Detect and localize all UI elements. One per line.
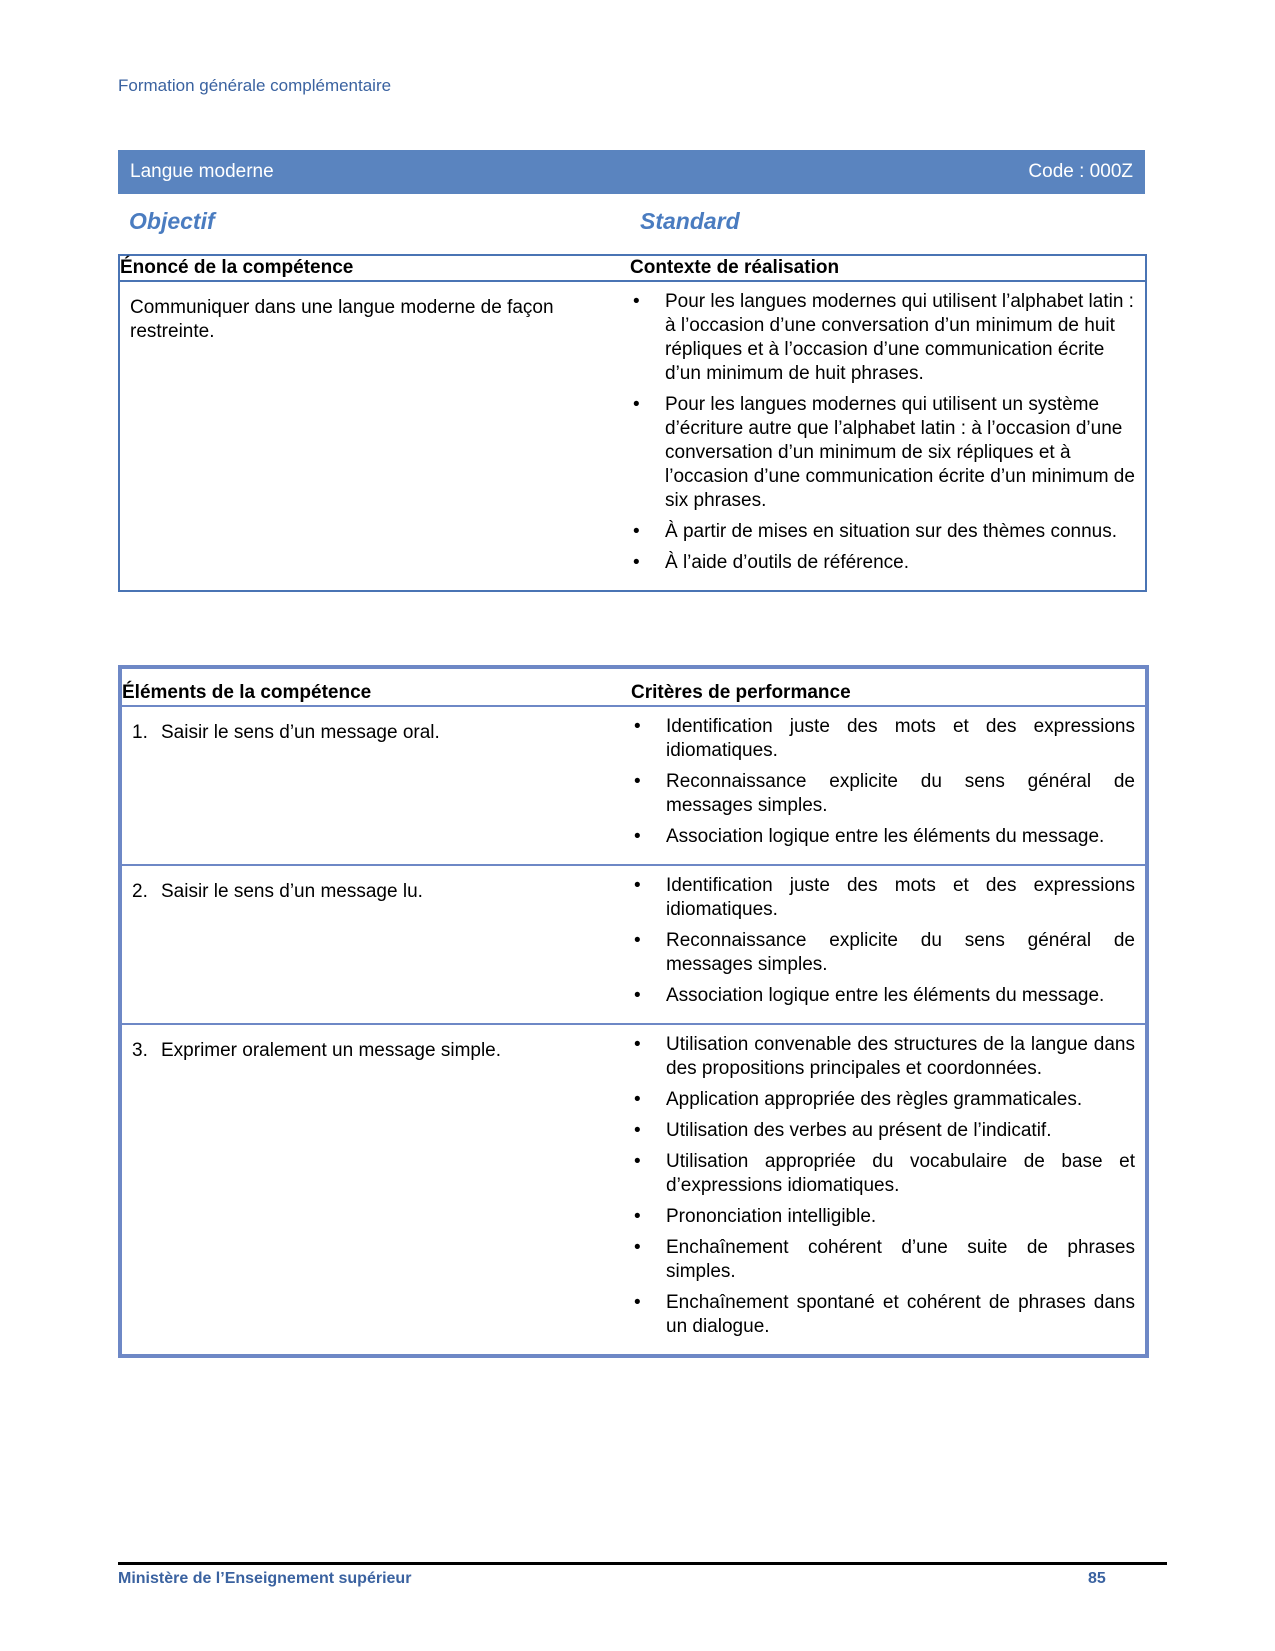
- context-list: [630, 290, 1135, 575]
- standard-heading: Standard: [640, 208, 740, 234]
- element-item: [132, 1039, 621, 1063]
- elements-header-row: [120, 667, 1147, 706]
- criterion-item: [631, 1088, 1135, 1112]
- criteria-cell: [631, 706, 1147, 865]
- title-bar: [118, 150, 1145, 194]
- criterion-item: [631, 874, 1135, 922]
- criterion-item: [631, 1205, 1135, 1229]
- criteria-cell: [631, 1024, 1147, 1356]
- criterion-item: [631, 770, 1135, 818]
- bullet-icon: •: [634, 771, 641, 792]
- course-name: Langue moderne: [130, 161, 274, 182]
- bullet-icon: •: [634, 1206, 641, 1227]
- bullet-icon: •: [634, 1292, 641, 1313]
- bullet-icon: •: [634, 1237, 641, 1258]
- bullet-icon: •: [634, 716, 641, 737]
- criterion-item: [631, 1291, 1135, 1339]
- table-row: [120, 706, 1147, 865]
- competence-table: [118, 254, 1147, 592]
- bullet-icon: •: [634, 1089, 641, 1110]
- criterion-item: [631, 1119, 1135, 1143]
- criteria-cell: [631, 865, 1147, 1024]
- bullet-icon: •: [633, 552, 640, 573]
- bullet-icon: •: [633, 291, 640, 312]
- context-item-text: À l’aide d’outils de référence.: [665, 552, 909, 573]
- elements-header: Éléments de la compétence: [120, 667, 631, 706]
- bullet-icon: •: [634, 826, 641, 847]
- bullet-icon: •: [634, 875, 641, 896]
- context-item-text: Pour les langues modernes qui utilisent l’alphabet latin : à l’occasion d’une conversation d’un minimum de huit répliques et à l’occasion d’une communication écrite d’un minimum de huit phrases.: [665, 291, 1134, 384]
- context-item: [630, 551, 1135, 575]
- element-text: Exprimer oralement un message simple.: [161, 1040, 502, 1061]
- element-item: [132, 721, 621, 745]
- bullet-icon: •: [634, 985, 641, 1006]
- objectif-heading: Objectif: [129, 208, 215, 234]
- criterion-item: [631, 929, 1135, 977]
- criterion-item: [631, 984, 1135, 1008]
- bullet-icon: •: [633, 394, 640, 415]
- bullet-icon: •: [633, 521, 640, 542]
- criterion-item: [631, 715, 1135, 763]
- criteria-header: Critères de performance: [631, 667, 1147, 706]
- criterion-item-text: Application appropriée des règles grammaticales.: [666, 1089, 1083, 1110]
- element-text: Saisir le sens d’un message lu.: [161, 881, 423, 902]
- competence-statement: Communiquer dans une langue moderne de façon restreinte.: [130, 297, 554, 342]
- criterion-item-text: Enchaînement spontané et cohérent de phrases dans un dialogue.: [666, 1292, 1135, 1337]
- running-header: Formation générale complémentaire: [118, 76, 392, 95]
- criterion-item-text: Prononciation intelligible.: [666, 1206, 877, 1227]
- criterion-item-text: Identification juste des mots et des expressions idiomatiques.: [666, 875, 1135, 920]
- criterion-item-text: Association logique entre les éléments du message.: [666, 985, 1105, 1006]
- table-row: [120, 865, 1147, 1024]
- criterion-item-text: Association logique entre les éléments du message.: [666, 826, 1105, 847]
- criterion-item: [631, 1150, 1135, 1198]
- criterion-item-text: Reconnaissance explicite du sens général de messages simples.: [666, 930, 1135, 975]
- bullet-icon: •: [634, 1120, 641, 1141]
- element-item: [132, 880, 621, 904]
- criteria-list: [631, 715, 1135, 849]
- elements-body: [120, 706, 1147, 1356]
- bullet-icon: •: [634, 930, 641, 951]
- section-subheads: [118, 208, 1145, 240]
- criterion-item: [631, 1236, 1135, 1284]
- element-number: 1.: [132, 722, 148, 743]
- criterion-item-text: Identification juste des mots et des expressions idiomatiques.: [666, 716, 1135, 761]
- elements-table: [118, 665, 1149, 1358]
- table-row: [120, 1024, 1147, 1356]
- element-cell: [120, 1024, 631, 1356]
- criterion-item-text: Utilisation convenable des structures de la langue dans des propositions principales et coordonnées.: [666, 1034, 1135, 1079]
- bullet-icon: •: [634, 1034, 641, 1055]
- element-cell: [120, 706, 631, 865]
- element-number: 3.: [132, 1040, 148, 1061]
- bullet-icon: •: [634, 1151, 641, 1172]
- footer-rule: [118, 1562, 1167, 1565]
- context-item: [630, 290, 1135, 386]
- enonce-header: Énoncé de la compétence: [119, 255, 630, 281]
- context-item-text: Pour les langues modernes qui utilisent un système d’écriture autre que l’alphabet latin : à l’occasion d’une conversation d’un minimum de six répliques et à l’occasion d’une communication écrite d’un minimum de six phrases.: [665, 394, 1135, 511]
- criterion-item-text: Utilisation des verbes au présent de l’indicatif.: [666, 1120, 1052, 1141]
- context-item-text: À partir de mises en situation sur des thèmes connus.: [665, 521, 1118, 542]
- criterion-item: [631, 1033, 1135, 1081]
- context-item: [630, 393, 1135, 513]
- context-item: [630, 520, 1135, 544]
- criterion-item-text: Utilisation appropriée du vocabulaire de base et d’expressions idiomatiques.: [666, 1151, 1135, 1196]
- context-cell: [630, 281, 1146, 591]
- element-number: 2.: [132, 881, 148, 902]
- element-text: Saisir le sens d’un message oral.: [161, 722, 440, 743]
- footer-ministry: Ministère de l’Enseignement supérieur: [118, 1570, 412, 1587]
- contexte-header: Contexte de réalisation: [630, 255, 1146, 281]
- element-cell: [120, 865, 631, 1024]
- course-code: Code : 000Z: [1028, 161, 1133, 182]
- criteria-list: [631, 874, 1135, 1008]
- criterion-item-text: Enchaînement cohérent d’une suite de phrases simples.: [666, 1237, 1135, 1282]
- criterion-item-text: Reconnaissance explicite du sens général de messages simples.: [666, 771, 1135, 816]
- page-number: 85: [1088, 1570, 1106, 1587]
- criteria-list: [631, 1033, 1135, 1339]
- criterion-item: [631, 825, 1135, 849]
- competence-row: [119, 281, 1146, 591]
- competence-header-row: [119, 255, 1146, 281]
